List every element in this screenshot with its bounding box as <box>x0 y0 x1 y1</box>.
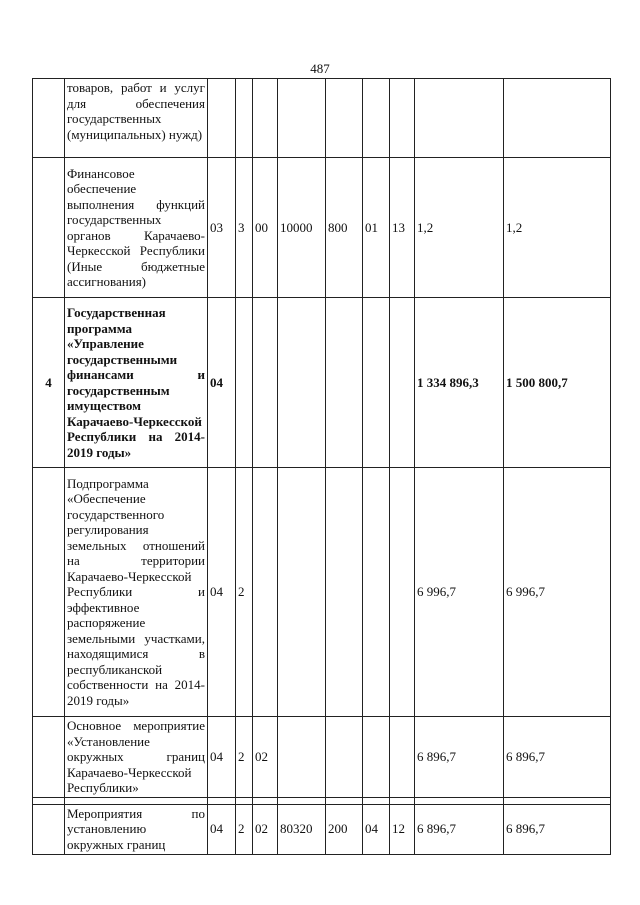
page-number: 487 <box>310 61 330 76</box>
code-cell: 00 <box>253 158 278 298</box>
code-cell: 01 <box>363 158 390 298</box>
code-cell: 04 <box>208 468 236 717</box>
code-cell: 2 <box>236 804 253 854</box>
budget-table <box>32 78 611 855</box>
code-cell: 02 <box>253 717 278 798</box>
code-cell <box>363 468 390 717</box>
amount-cell: 6 896,7 <box>504 804 611 854</box>
code-cell <box>236 298 253 468</box>
code-cell <box>363 79 390 158</box>
code-cell: 800 <box>326 158 363 298</box>
gap-cell <box>33 797 65 804</box>
description-cell: Мероприятия по установлению окружных границ <box>65 804 208 854</box>
code-cell <box>363 298 390 468</box>
table-row <box>33 468 611 717</box>
description-cell: Основное мероприятие «Установление окружных границ Карачаево-Черкесской Республики» <box>65 717 208 798</box>
amount-cell: 6 896,7 <box>415 717 504 798</box>
row-number-cell <box>33 804 65 854</box>
gap-cell <box>253 797 278 804</box>
code-cell: 13 <box>390 158 415 298</box>
code-cell <box>278 717 326 798</box>
amount-cell <box>415 79 504 158</box>
gap-cell <box>208 797 236 804</box>
amount-cell <box>504 79 611 158</box>
code-cell <box>390 298 415 468</box>
gap-cell <box>278 797 326 804</box>
code-cell <box>326 468 363 717</box>
code-cell: 2 <box>236 717 253 798</box>
code-cell: 12 <box>390 804 415 854</box>
gap-cell <box>504 797 611 804</box>
description-cell: Государственная программа «Управление государственными финансами и государственным имуществом Карачаево-Черкесской Республики на 2014-2019 годы» <box>65 298 208 468</box>
table-row <box>33 298 611 468</box>
code-cell: 02 <box>253 804 278 854</box>
code-cell <box>278 468 326 717</box>
gap-cell <box>390 797 415 804</box>
code-cell <box>253 468 278 717</box>
amount-cell: 1 500 800,7 <box>504 298 611 468</box>
code-cell <box>363 717 390 798</box>
code-cell: 03 <box>208 158 236 298</box>
description-cell: товаров, работ и услуг для обеспечения государственных (муниципальных) нужд) <box>65 79 208 158</box>
row-number-cell <box>33 717 65 798</box>
code-cell: 04 <box>208 717 236 798</box>
code-cell <box>326 298 363 468</box>
amount-cell: 6 996,7 <box>415 468 504 717</box>
gap-cell <box>326 797 363 804</box>
code-cell <box>390 79 415 158</box>
code-cell: 80320 <box>278 804 326 854</box>
code-cell <box>278 79 326 158</box>
code-cell: 10000 <box>278 158 326 298</box>
code-cell <box>253 298 278 468</box>
amount-cell: 6 896,7 <box>415 804 504 854</box>
code-cell <box>326 79 363 158</box>
code-cell: 200 <box>326 804 363 854</box>
code-cell <box>390 468 415 717</box>
code-cell: 04 <box>363 804 390 854</box>
code-cell: 04 <box>208 298 236 468</box>
table-row <box>33 717 611 798</box>
gap-cell <box>415 797 504 804</box>
gap-cell <box>363 797 390 804</box>
code-cell <box>236 79 253 158</box>
row-number-cell <box>33 158 65 298</box>
code-cell <box>326 717 363 798</box>
amount-cell: 6 996,7 <box>504 468 611 717</box>
code-cell <box>208 79 236 158</box>
code-cell: 04 <box>208 804 236 854</box>
gap-cell <box>236 797 253 804</box>
row-number-cell: 4 <box>33 298 65 468</box>
table-row <box>33 158 611 298</box>
amount-cell: 1,2 <box>504 158 611 298</box>
table-row <box>33 804 611 854</box>
amount-cell: 1,2 <box>415 158 504 298</box>
description-cell: Финансовое обеспечение выполнения функций государственных органов Карачаево-Черкесской Республики (Иные бюджетные ассигнования) <box>65 158 208 298</box>
table-row <box>33 79 611 158</box>
table-gap-row <box>33 797 611 804</box>
code-cell <box>278 298 326 468</box>
code-cell <box>253 79 278 158</box>
amount-cell: 1 334 896,3 <box>415 298 504 468</box>
code-cell <box>390 717 415 798</box>
row-number-cell <box>33 468 65 717</box>
code-cell: 3 <box>236 158 253 298</box>
row-number-cell <box>33 79 65 158</box>
code-cell: 2 <box>236 468 253 717</box>
gap-cell <box>65 797 208 804</box>
description-cell: Подпрограмма «Обеспечение государственного регулирования земельных отношений на территории Карачаево-Черкесской Республики и эффективное распоряжение земельными участками, находящимися в республиканской собственности на 2014-2019 годы» <box>65 468 208 717</box>
amount-cell: 6 896,7 <box>504 717 611 798</box>
